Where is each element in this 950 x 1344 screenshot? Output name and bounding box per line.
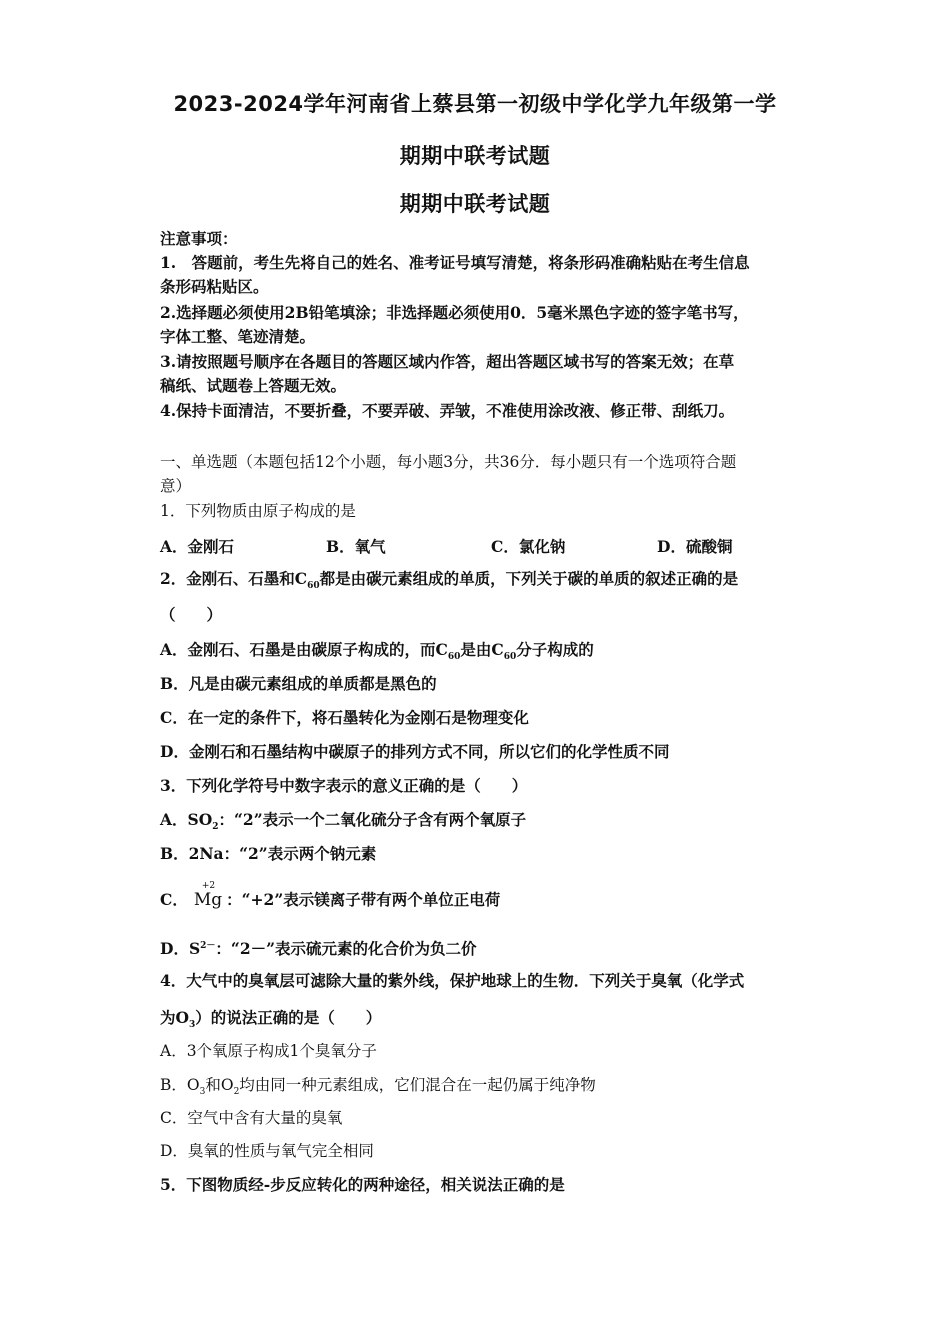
notice-line: 4.保持卡面清洁，不要折叠，不要弄破、弄皱，不准使用涂改液、修正带、刮纸刀。 (160, 401, 735, 420)
q1-option-a: A．金刚石 (160, 537, 235, 556)
notice-line: 字体工整、笔迹清楚。 (160, 327, 316, 346)
notice-heading: 注意事项： (160, 229, 238, 248)
notice-line: 1. 答题前，考生先将自己的姓名、准考证号填写清楚，将条形码准确粘贴在考生信息 (160, 253, 750, 272)
q4-option-b: B．$O_3$和$O_2$均由同一种元素组成，它们混合在一起仍属于纯净物 (160, 1076, 596, 1098)
q2-option-c: C．在一定的条件下，将石墨转化为金刚石是物理变化 (160, 708, 529, 727)
q2-stem: 2．金刚石、石墨和$C_{60}$都是由碳元素组成的单质，下列关于碳的单质的叙述正确的是 (160, 569, 739, 592)
q2-answer-paren: （ ） (160, 605, 223, 624)
q1-option-b: B．氧气 (326, 537, 386, 556)
section-heading-cont: 意） (160, 477, 192, 495)
q4-stem-cont: 为$O_3$）的说法正确的是（ ） (160, 1008, 382, 1031)
q3-stem: 3．下列化学符号中数字表示的意义正确的是（ ） (160, 776, 528, 795)
exam-title-line2: 期期中联考试题 (399, 144, 551, 168)
exam-title-line1: 2023-2024学年河南省上蔡县第一初级中学化学九年级第一学 (173, 92, 777, 116)
q2-option-b: B．凡是由碳元素组成的单质都是黑色的 (160, 674, 437, 693)
q3-option-a: A．$SO_2$：“2”表示一个二氧化硫分子含有两个氧原子 (160, 810, 527, 833)
q1-options (160, 535, 800, 555)
magnesium-symbol: +2 Mg (193, 881, 223, 910)
q2-option-a: A．金刚石、石墨是由碳原子构成的，而$C_{60}$是由$C_{60}$分子构成的 (160, 640, 594, 663)
q4-stem: 4．大气中的臭氧层可滤除大量的紫外线，保护地球上的生物．下列关于臭氧（化学式 (160, 971, 745, 990)
q4-option-a: A．3个氧原子构成1个臭氧分子 (160, 1042, 377, 1060)
exam-title-line3: 期期中联考试题 (399, 192, 551, 216)
q1-stem: 1．下列物质由原子构成的是 (160, 502, 356, 520)
q4-option-c: C．空气中含有大量的臭氧 (160, 1109, 343, 1127)
q5-stem: 5．下图物质经-步反应转化的两种途径，相关说法正确的是 (160, 1175, 565, 1194)
q1-option-d: D．硫酸铜 (657, 537, 733, 556)
q1-option-c: C．氯化钠 (491, 537, 566, 556)
q2-option-d: D．金刚石和石墨结构中碳原子的排列方式不同，所以它们的化学性质不同 (160, 742, 670, 761)
section-heading: 一、单选题（本题包括12个小题，每小题3分，共36分．每小题只有一个选项符合题 (160, 453, 737, 471)
notice-line: 2.选择题必须使用2B铅笔填涂；非选择题必须使用0．5毫米黑色字迹的签字笔书写， (160, 303, 749, 322)
q4-option-d: D．臭氧的性质与氧气完全相同 (160, 1142, 374, 1160)
notice-line: 条形码粘贴区。 (160, 277, 269, 296)
q3-option-b: B．2Na：“2”表示两个钠元素 (160, 844, 377, 863)
q3-option-d: D．$S^{2-}$：“2－”表示硫元素的化合价为负二价 (160, 939, 477, 959)
notice-line: 3.请按照题号顺序在各题目的答题区域内作答，超出答题区域书写的答案无效；在草 (160, 352, 735, 371)
q3-option-c: C． +2 Mg ：“+2”表示镁离子带有两个单位正电荷 (160, 881, 501, 910)
notice-line: 稿纸、试题卷上答题无效。 (160, 376, 347, 395)
